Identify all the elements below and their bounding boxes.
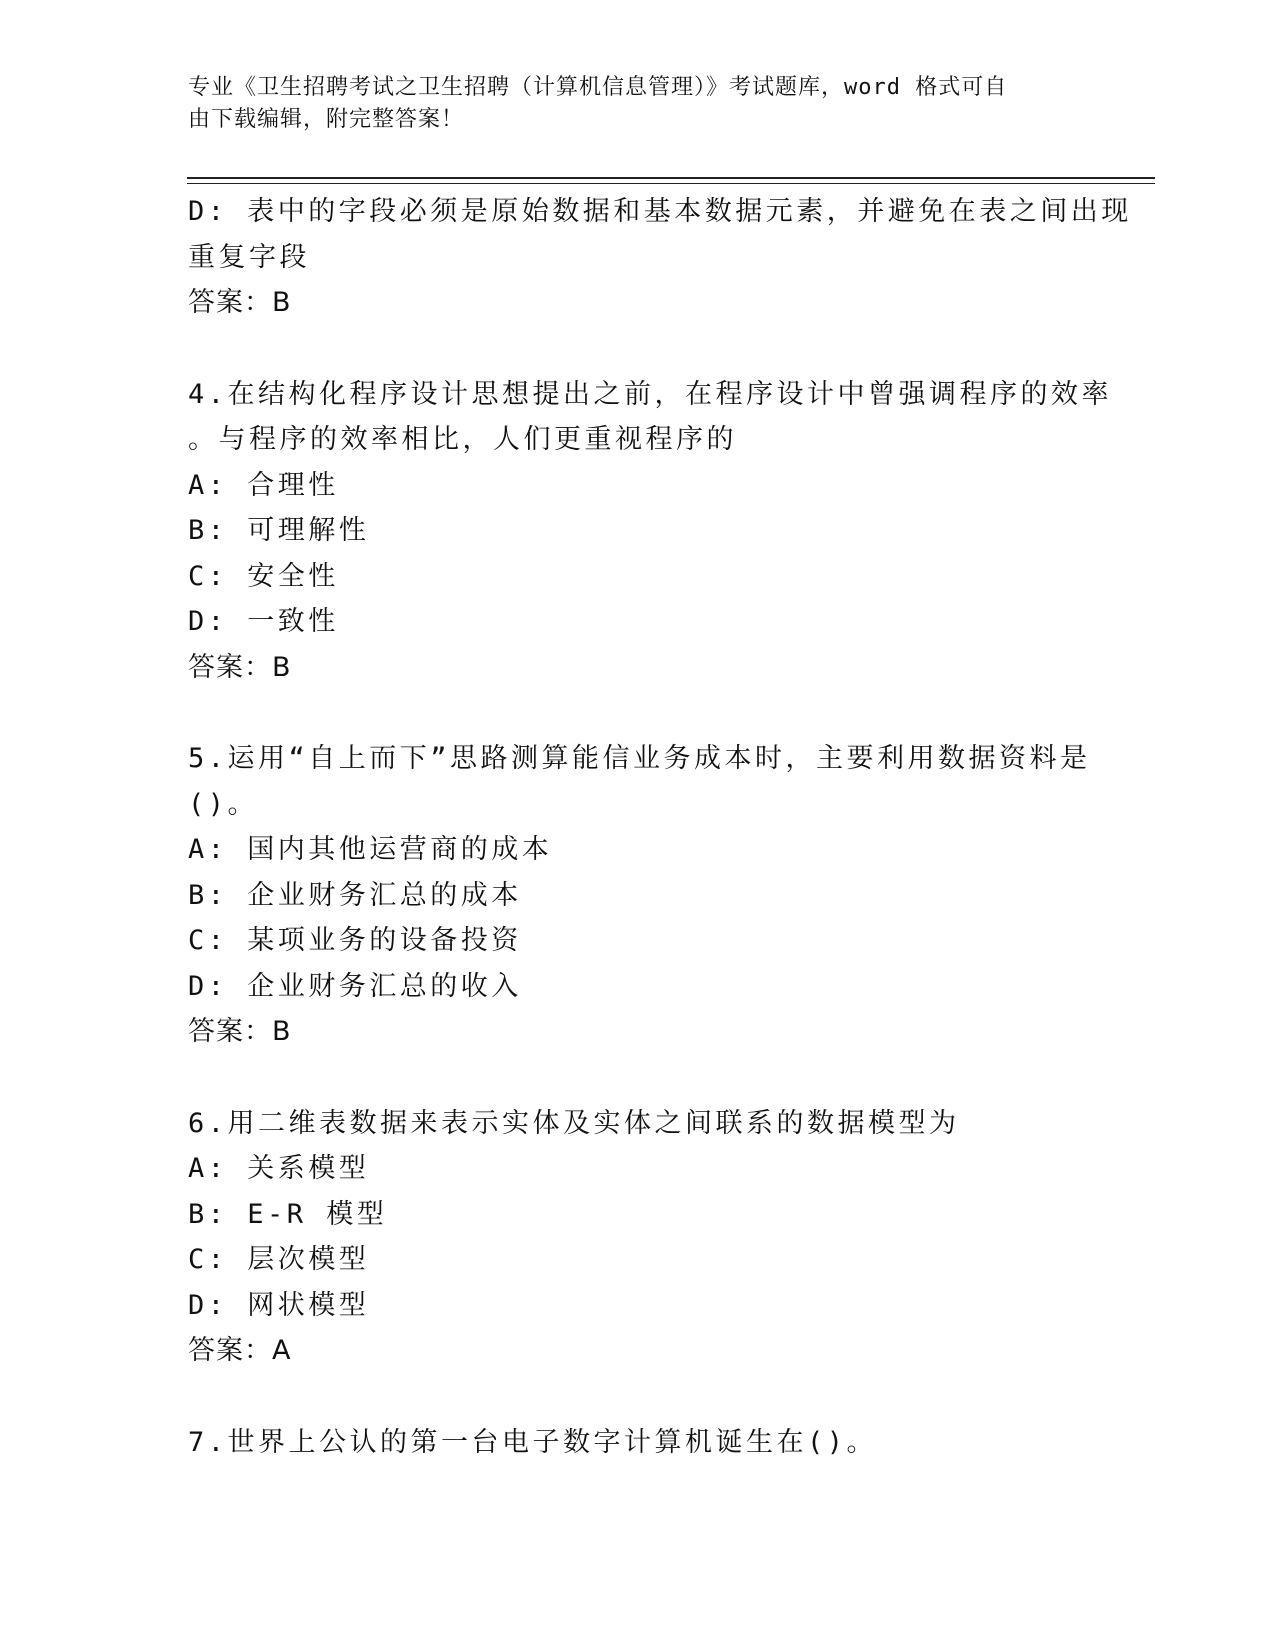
question-stem: 5.运用“自上而下”思路测算能信业务成本时，主要利用数据资料是 (188, 743, 1091, 774)
spacer (188, 1055, 1088, 1101)
answer-line: 答案：B (188, 1016, 292, 1047)
question-6 (188, 1101, 1088, 1374)
option-b: B: 企业财务汇总的成本 (188, 879, 522, 911)
answer-line: 答案：B (188, 651, 292, 683)
option-c: C: 层次模型 (188, 1244, 370, 1275)
header-line-2: 由下载编辑，附完整答案！ (188, 107, 465, 132)
option-d-line-1: D: 表中的字段必须是原始数据和基本数据元素，并避免在表之间出现 (188, 196, 1132, 227)
answer-line: 答案：B (188, 287, 292, 318)
question-content (188, 189, 1132, 1465)
option-d: D: 企业财务汇总的收入 (188, 970, 522, 1002)
option-b: B: E-R 模型 (188, 1198, 388, 1230)
option-b: B: 可理解性 (188, 515, 370, 546)
question-stem-continued: ()。 (188, 788, 259, 820)
spacer (188, 690, 1088, 736)
option-a: A: 合理性 (188, 469, 339, 501)
spacer (188, 326, 1088, 372)
question-stem: 7.世界上公认的第一台电子数字计算机诞生在()。 (188, 1426, 878, 1458)
question-stem-continued: 。与程序的效率相比，人们更重视程序的 (188, 424, 737, 455)
document-header (188, 72, 1068, 136)
option-d-line-2: 重复字段 (188, 241, 310, 273)
option-c: C: 安全性 (188, 560, 339, 592)
question-stem: 4.在结构化程序设计思想提出之前，在程序设计中曾强调程序的效率 (188, 378, 1113, 410)
question-3-continuation (188, 189, 1132, 326)
option-a: A: 关系模型 (188, 1153, 370, 1184)
header-divider-thick (187, 177, 1155, 179)
option-d: D: 网状模型 (188, 1289, 370, 1321)
question-4 (188, 372, 1113, 691)
spacer (188, 1374, 1088, 1420)
question-7 (188, 1420, 1088, 1466)
option-c: C: 某项业务的设备投资 (188, 925, 522, 956)
option-a: A: 国内其他运营商的成本 (188, 834, 553, 865)
question-stem: 6.用二维表数据来表示实体及实体之间联系的数据模型为 (188, 1107, 960, 1139)
answer-line: 答案：A (188, 1335, 292, 1366)
header-divider-thin (187, 183, 1155, 184)
header-line-1: 专业《卫生招聘考试之卫生招聘（计算机信息管理）》考试题库，word 格式可自 (188, 75, 1008, 100)
option-d: D: 一致性 (188, 606, 339, 637)
question-5 (188, 736, 1091, 1055)
